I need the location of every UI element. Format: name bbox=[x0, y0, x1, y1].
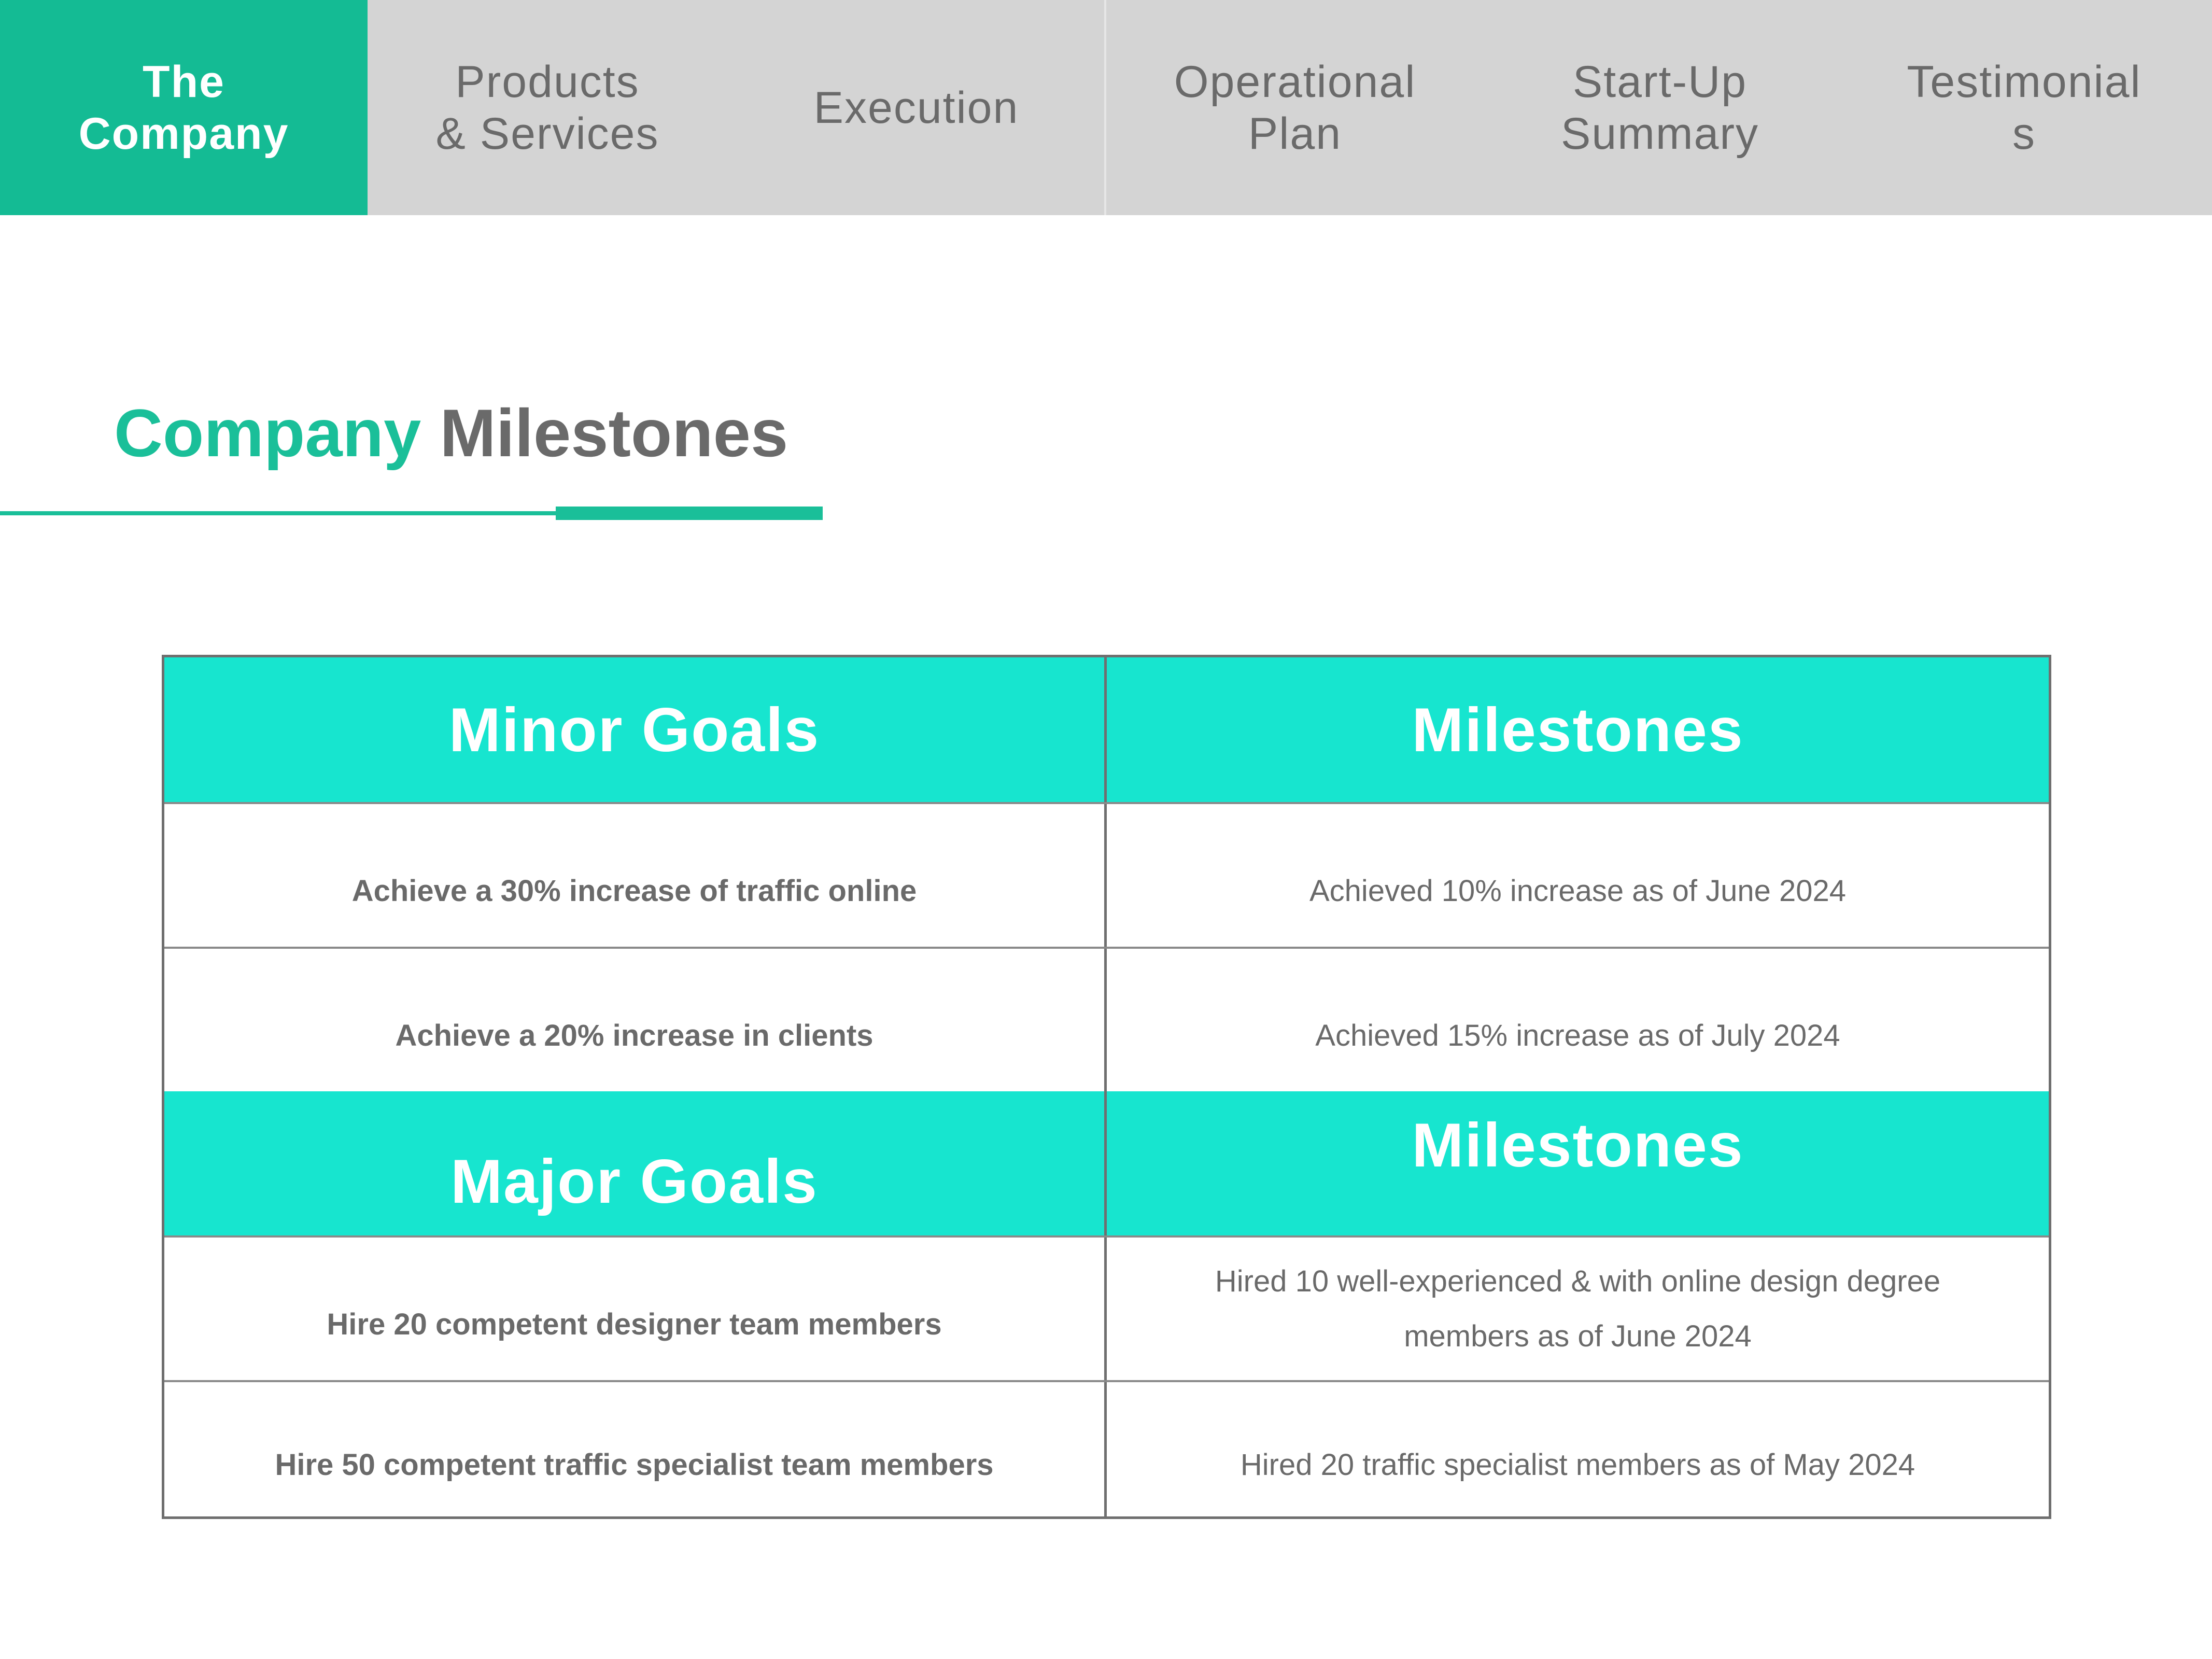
table-row bbox=[164, 1235, 2049, 1380]
tab-start-up-summary[interactable]: Start-Up Summary bbox=[1561, 57, 1759, 159]
top-navigation bbox=[0, 0, 2212, 215]
major-goals-header-row bbox=[164, 1091, 2049, 1235]
tab-testimonials[interactable]: Testimonial s bbox=[1907, 57, 2141, 159]
title-underline-accent bbox=[556, 507, 823, 520]
table-row bbox=[164, 802, 2049, 947]
major-goals-header: Major Goals bbox=[164, 1091, 1107, 1235]
goal-cell: Achieve a 30% increase of traffic online bbox=[164, 804, 1107, 947]
page-title bbox=[114, 391, 788, 474]
goal-cell: Hire 20 competent designer team members bbox=[164, 1238, 1107, 1380]
milestones-table bbox=[162, 655, 2051, 1519]
table-row bbox=[164, 1380, 2049, 1516]
milestone-cell: Hired 10 well-experienced & with online design degree members as of June 2024 bbox=[1215, 1264, 1941, 1353]
table-row bbox=[164, 947, 2049, 1091]
tab-operational-plan[interactable]: Operational Plan bbox=[1174, 57, 1416, 159]
milestone-cell: Achieved 10% increase as of June 2024 bbox=[1309, 874, 1847, 908]
milestone-cell: Hired 20 traffic specialist members as of May 2024 bbox=[1240, 1447, 1915, 1482]
goal-cell: Achieve a 20% increase in clients bbox=[164, 949, 1107, 1091]
tab-the-company[interactable]: The Company bbox=[0, 0, 368, 215]
goal-cell: Hire 50 competent traffic specialist team members bbox=[164, 1382, 1107, 1516]
tab-execution[interactable]: Execution bbox=[813, 82, 1019, 133]
tab-products-services[interactable]: Products & Services bbox=[435, 57, 659, 159]
title-rest-word: Milestones bbox=[440, 395, 788, 471]
minor-goals-header: Minor Goals bbox=[164, 657, 1107, 802]
title-accent-word: Company bbox=[114, 395, 421, 471]
minor-milestones-header: Milestones bbox=[1107, 657, 2049, 802]
title-underline bbox=[0, 511, 557, 515]
milestone-cell: Achieved 15% increase as of July 2024 bbox=[1315, 1018, 1840, 1052]
minor-goals-header-row bbox=[164, 657, 2049, 802]
major-milestones-header: Milestones bbox=[1107, 1091, 2049, 1235]
